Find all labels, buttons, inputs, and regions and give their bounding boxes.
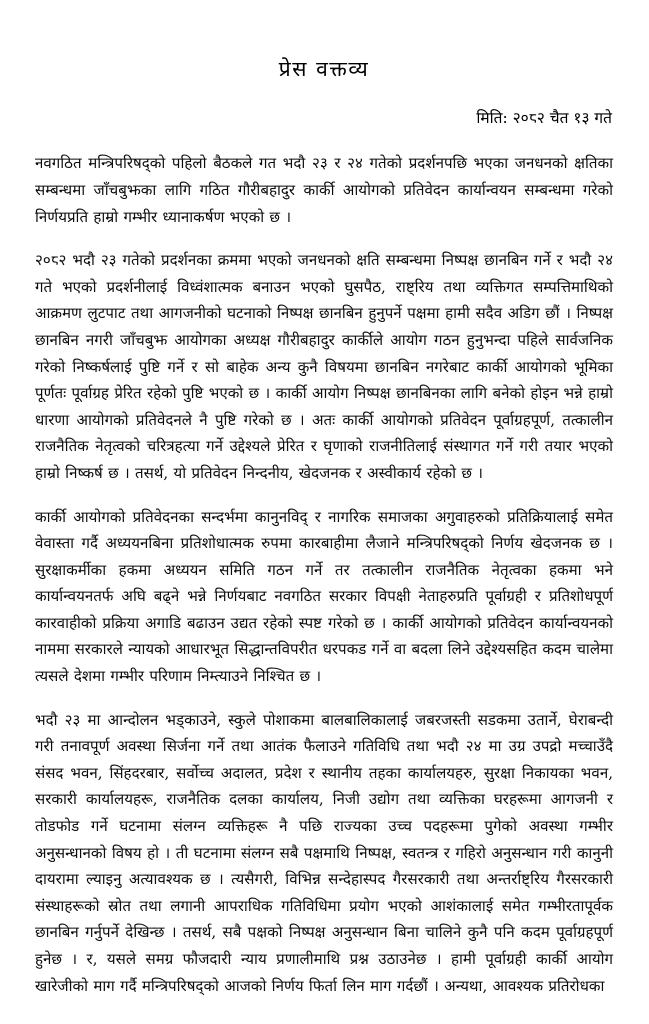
paragraph-4: भदौ २३ मा आन्दोलन भड्काउने, स्कुले पोशाकमा बालबालिकालाई जबरजस्ती सडकमा उतार्ने, घेराबन्दी गरी तनावपूर्ण अवस्था सिर्जना गर्ने तथा आतंक फैलाउने गतिविधि तथा भदौ २४ मा उग्र उपद्रो मच्चाउँदै संसद भवन, सिंहदरबार, सर्वोच्च अदालत, प्रदेश र स्थानीय तहका कार्यालयहरु, सुरक्षा निकायका भवन, सरकारी कार्यालयहरू, राजनैतिक दलका कार्यालय, निजी उद्योग तथा व्यक्तिका घरहरूमा आगजनी र तोडफोड गर्ने घटनामा संलग्न व्यक्तिहरू नै पछि राज्यका उच्च पदहरूमा पुगेको अवस्था गम्भीर अनुसन्धानको विषय हो । ती घटनामा संलग्न सबै पक्षमाथि निष्पक्ष, स्वतन्त्र र गहिरो अनुसन्धान गरी कानुनी दायरामा ल्याइनु अत्यावश्यक छ । त्यसैगरी, विभिन्न सन्देहास्पद गैरसरकारी तथा अन्तर्राष्ट्रिय गैरसरकारी संस्थाहरूको स्रोत तथा लगानी आपराधिक गतिविधिमा प्रयोग भएको आशंकालाई समेत गम्भीरतापूर्वक छानबिन गर्नुपर्ने देखिन्छ । तसर्थ, सबै पक्षको निष्पक्ष अनुसन्धान बिना चालिने कुनै पनि कदम पूर्वाग्रहपूर्ण हुनेछ । र, यसले समग्र फौजदारी न्याय प्रणालीमाथि प्रश्न उठाउनेछ । हामी पूर्वाग्रही कार्की आयोग खारेजीको माग गर्दै मन्त्रिपरिषद्को आजको निर्णय फिर्ता लिन माग गर्दछौं । अन्यथा, आवश्यक प्रतिरोधका — [35, 710, 613, 995]
paragraph-1: नवगठित मन्त्रिपरिषद्को पहिलो बैठकले गत भदौ २३ र २४ गतेको प्रदर्शनपछि भएका जनधनको क्षतिका सम्बन्धमा जाँचबुझका लागि गठित गौरीबहादुर कार्की आयोगको प्रतिवेदन कार्यान्वयन सम्बन्धमा गरेको निर्णयप्रति हाम्रो गम्भीर ध्यानाकर्षण भएको छ । — [35, 154, 613, 226]
paragraph-2: २०८२ भदौ २३ गतेको प्रदर्शनका क्रममा भएको जनधनको क्षति सम्बन्धमा निष्पक्ष छानबिन गर्ने र भदौ २४ गते भएको प्रदर्शनीलाई विध्वंशात्मक बनाउन भएको घुसपैठ, राष्ट्रिय तथा व्यक्तिगत सम्पत्तिमाथिको आक्रमण लुटपाट तथा आगजनीको घटनाको निष्पक्ष छानबिन हुनुपर्ने पक्षमा हामी सदैव अडिग छौं । निष्पक्ष छानबिन नगरी जाँचबुझ आयोगका अध्यक्ष गौरीबहादुर कार्कीले आयोग गठन हुनुभन्दा पहिले सार्वजनिक गरेको निष्कर्षलाई पुष्टि गर्ने र सो बाहेक अन्य कुनै विषयमा छानबिन नगरेबाट कार्की आयोगको भूमिका पूर्णतः पूर्वाग्रह प्रेरित रहेको पुष्टि भएको छ । कार्की आयोग निष्पक्ष छानबिनका लागि बनेको होइन भन्ने हाम्रो धारणा आयोगको प्रतिवेदनले नै पुष्टि गरेको छ । अतः कार्की आयोगको प्रतिवेदन पूर्वाग्रहपूर्ण, तत्कालीन राजनैतिक नेतृत्वको चरित्रहत्या गर्ने उद्देश्यले प्रेरित र घृणाको राजनीतिलाई संस्थागत गर्ने गरी तयार भएको हाम्रो निष्कर्ष छ । तसर्थ, यो प्रतिवेदन निन्दनीय, खेदजनक र अस्वीकार्य रहेको छ । — [35, 251, 613, 482]
paragraph-3: कार्की आयोगको प्रतिवेदनका सन्दर्भमा कानुनविद् र नागरिक समाजका अगुवाहरुको प्रतिक्रियालाई समेत वेवास्ता गर्दै अध्ययनबिना प्रतिशोधात्मक रुपमा कारबाहीमा लैजाने मन्त्रिपरिषद्को निर्णय खेदजनक छ । सुरक्षाकर्मीका हकमा अध्ययन समिति गठन गर्ने तर तत्कालीन राजनैतिक नेतृत्वका हकमा भने कार्यान्वयनतर्फ अघि बढ्ने भन्ने निर्णयबाट नवगठित सरकार विपक्षी नेताहरुप्रति पूर्वाग्रही र प्रतिशोधपूर्ण कारवाहीको प्रक्रिया अगाडि बढाउन उद्यत रहेको स्पष्ट गरेको छ । कार्की आयोगको प्रतिवेदन कार्यान्वयनको नाममा सरकारले न्यायको आधारभूत सिद्धान्तविपरीत धरपकड गर्ने वा बदला लिने उद्देश्यसहित कदम चालेमा त्यसले देशमा गम्भीर परिणाम निम्त्याउने निश्चित छ । — [35, 507, 613, 686]
page-title: प्रेस वक्तव्य — [278, 57, 370, 81]
document-body — [35, 128, 613, 999]
document-content — [35, 0, 613, 999]
document-date: मिति: २०८२ चैत १३ गते — [476, 109, 612, 128]
